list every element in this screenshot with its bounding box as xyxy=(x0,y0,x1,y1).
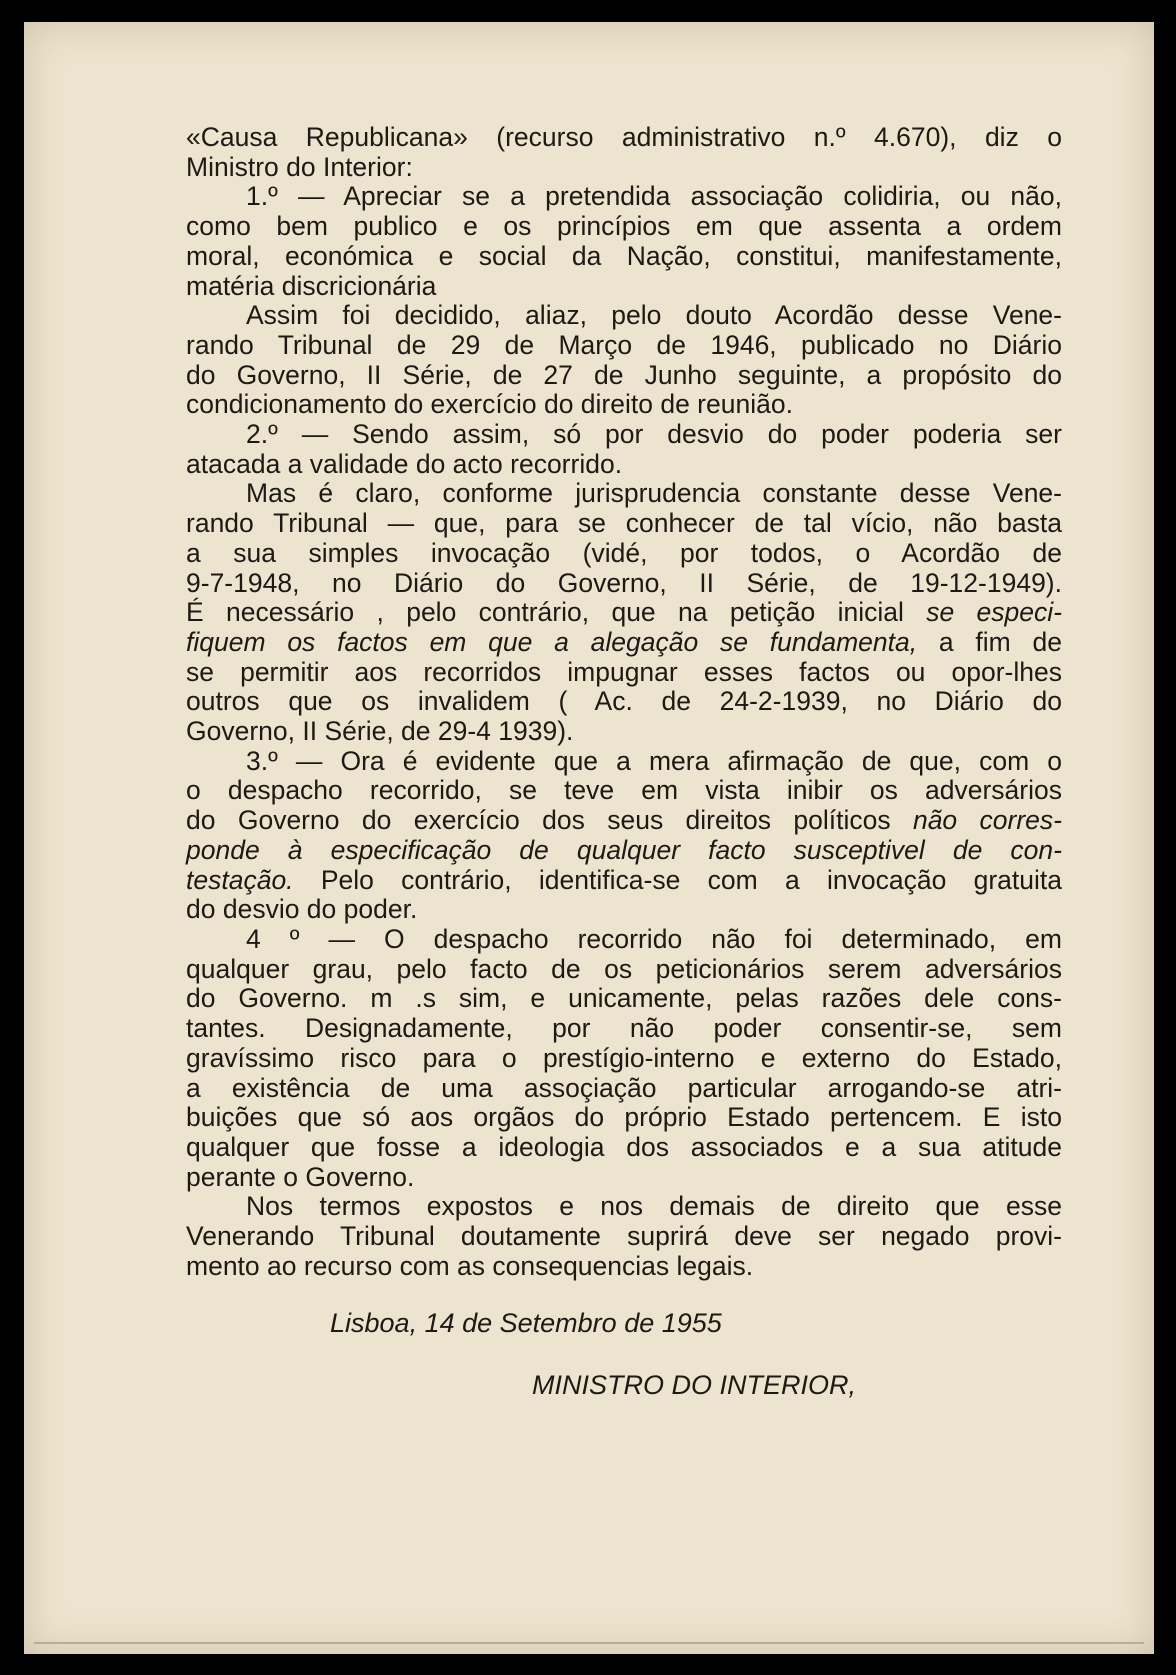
text-segment: do Governo do exercício dos seus direitos políticos xyxy=(186,805,891,836)
text-line: Ministro do Interior: xyxy=(186,151,413,182)
text-segment: a fim de xyxy=(938,626,1062,657)
text-line: a sua simples invocação (vidé, por todos, o Acordão de xyxy=(186,537,1062,568)
document-page xyxy=(24,22,1154,1654)
paragraph-start: 3.º — Ora é evidente que a mera afirmação de que, com o xyxy=(246,745,1062,776)
italic-segment: se especi- xyxy=(926,597,1062,628)
text-line: atacada a validade do acto recorrido. xyxy=(186,448,623,479)
text-line xyxy=(186,806,1062,836)
signatory: MINISTRO DO INTERIOR, xyxy=(532,1370,856,1400)
text-line: do Governo. m .s sim, e unicamente, pelas razões dele cons- xyxy=(186,983,1062,1014)
text-line xyxy=(186,628,1062,658)
italic-segment: fiquem os factos em que a alegação se fundamenta, xyxy=(186,626,918,657)
document-body xyxy=(186,123,1062,1281)
text-line xyxy=(186,866,1062,896)
text-line: gravíssimo risco para o prestígio-interno e externo do Estado, xyxy=(186,1042,1062,1073)
paragraph-start: Mas é claro, conforme jurisprudencia constante desse Vene- xyxy=(246,478,1062,509)
text-line: buições que só aos orgãos do próprio Estado pertencem. E isto xyxy=(186,1102,1062,1133)
text-line: «Causa Republicana» (recurso administrativo n.º 4.670), diz o xyxy=(186,122,1062,152)
text-line: Governo, II Série, de 29-4 1939). xyxy=(186,716,574,747)
text-line: moral, económica e social da Nação, constitui, manifestamente, xyxy=(186,240,1062,271)
text-line: outros que os invalidem ( Ac. de 24-2-1939, no Diário do xyxy=(186,686,1062,717)
text-line: do desvio do poder. xyxy=(186,894,418,925)
text-line: a existência de uma assoçiação particular arrogando-se atri- xyxy=(186,1072,1062,1103)
text-line: 9-7-1948, no Diário do Governo, II Série, de 19-12-1949). xyxy=(186,567,1062,598)
paragraph-start: 1.º — Apreciar se a pretendida associação colidiria, ou não, xyxy=(246,181,1062,212)
text-line: mento ao recurso com as consequencias legais. xyxy=(186,1250,754,1281)
italic-segment: testação. xyxy=(186,864,294,895)
paragraph-start: 4 º — O despacho recorrido não foi determinado, em xyxy=(246,923,1062,954)
text-line: rando Tribunal de 29 de Março de 1946, publicado no Diário xyxy=(186,329,1062,360)
text-segment: É necessário , pelo contrário, que na petição inicial xyxy=(186,597,904,628)
text-segment: Pelo contrário, identifica-se com a invocação gratuita xyxy=(320,864,1062,895)
place-date: Lisboa, 14 de Setembro de 1955 xyxy=(330,1308,722,1338)
text-line: se permitir aos recorridos impugnar esses factos ou opor-lhes xyxy=(186,656,1062,687)
text-line: qualquer que fosse a ideologia dos associados e a sua atitude xyxy=(186,1131,1062,1162)
text-line xyxy=(186,598,1062,628)
text-line: Venerando Tribunal doutamente suprirá deve ser negado provi- xyxy=(186,1221,1062,1252)
text-line: perante o Governo. xyxy=(186,1161,415,1192)
text-line: tantes. Designadamente, por não poder consentir-se, sem xyxy=(186,1013,1062,1044)
text-line: o despacho recorrido, se teve em vista inibir os adversários xyxy=(186,775,1062,806)
text-line: qualquer grau, pelo facto de os peticionários serem adversários xyxy=(186,953,1062,984)
paragraph-start: Assim foi decidido, aliaz, pelo douto Acordão desse Vene- xyxy=(246,300,1062,331)
text-line: matéria discricionária xyxy=(186,270,437,301)
text-line: condicionamento do exercício do direito de reunião. xyxy=(186,389,793,420)
text-line xyxy=(186,836,1062,866)
text-line: rando Tribunal — que, para se conhecer de tal vício, não basta xyxy=(186,508,1062,539)
italic-segment: ponde à especificação de qualquer facto susceptivel de con- xyxy=(186,834,1062,865)
italic-segment: não corres- xyxy=(912,805,1062,836)
text-line: como bem publico e os princípios em que assenta a ordem xyxy=(186,211,1062,242)
paragraph-start: Nos termos expostos e nos demais de direito que esse xyxy=(246,1191,1062,1222)
text-line: do Governo, II Série, de 27 de Junho seguinte, a propósito do xyxy=(186,359,1062,390)
paragraph-start: 2.º — Sendo assim, só por desvio do poder poderia ser xyxy=(246,419,1062,450)
